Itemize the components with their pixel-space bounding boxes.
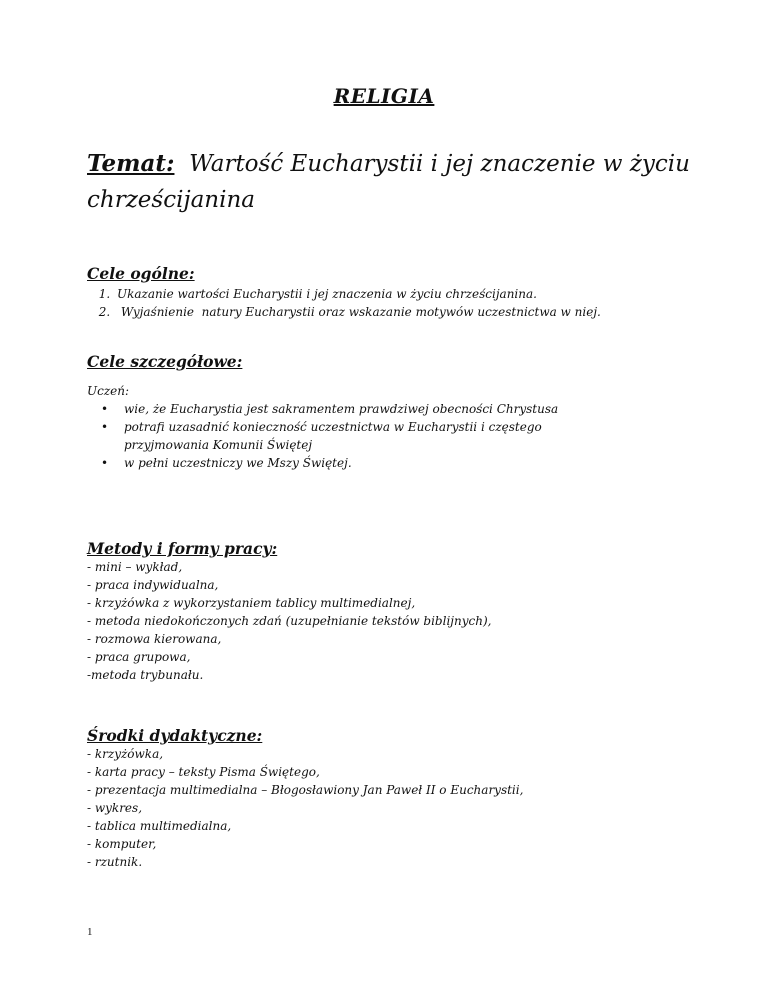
- list-item: - mini – wykład,: [87, 560, 183, 574]
- list-item: [124, 454, 724, 472]
- list-item: - prezentacja multimedialna – Błogosławiony Jan Paweł II o Eucharystii,: [87, 783, 524, 797]
- list-item: [124, 400, 724, 418]
- general-goals-list: [87, 285, 601, 321]
- list-item: - praca grupowa,: [87, 650, 191, 664]
- list-item: - komputer,: [87, 837, 157, 851]
- detailed-goals-list: [87, 400, 724, 472]
- list-item: -metoda trybunału.: [87, 668, 204, 682]
- list-item: [124, 418, 544, 454]
- general-goals-heading: Cele ogólne:: [87, 264, 195, 283]
- list-item: 1. Ukazanie wartości Eucharystii i jej znaczenia w życiu chrześcijanina.: [114, 285, 601, 303]
- resources-heading: Środki dydaktyczne:: [87, 726, 263, 745]
- topic-label: Temat:: [87, 150, 175, 177]
- page-number: 1: [87, 926, 93, 938]
- resources-list: [87, 745, 523, 871]
- list-item: - tablica multimedialna,: [87, 819, 232, 833]
- topic-text-line2: chrześcijanina: [87, 187, 255, 213]
- list-item: - krzyżówka z wykorzystaniem tablicy multimedialnej,: [87, 596, 416, 610]
- document-title: RELIGIA: [333, 84, 435, 108]
- list-item: - metoda niedokończonych zdań (uzupełnianie tekstów biblijnych),: [87, 614, 492, 628]
- detailed-goals-intro: Uczeń:: [87, 384, 130, 398]
- list-item: 2. Wyjaśnienie natury Eucharystii oraz wskazanie motywów uczestnictwa w niej.: [114, 303, 601, 321]
- list-item-text: potrafi uzasadnić konieczność uczestnictwa w Eucharystii i częstego przyjmowania Komunii Świętej: [124, 420, 542, 452]
- lesson-topic: [87, 146, 690, 218]
- list-item-text: wie, że Eucharystia jest sakramentem prawdziwej obecności Chrystusa: [124, 402, 559, 416]
- list-item: - wykres,: [87, 801, 143, 815]
- list-item: - krzyżówka,: [87, 747, 164, 761]
- detailed-goals-heading: Cele szczegółowe:: [87, 352, 243, 371]
- list-item: - rzutnik.: [87, 855, 143, 869]
- list-item-text: w pełni uczestniczy we Mszy Świętej.: [124, 456, 352, 470]
- topic-text-line1: Wartość Eucharystii i jej znaczenie w życiu: [189, 151, 690, 177]
- methods-list: [87, 558, 491, 684]
- list-item: - rozmowa kierowana,: [87, 632, 222, 646]
- list-item: - praca indywidualna,: [87, 578, 219, 592]
- list-item: - karta pracy – teksty Pisma Świętego,: [87, 765, 320, 779]
- methods-heading: Metody i formy pracy:: [87, 539, 278, 558]
